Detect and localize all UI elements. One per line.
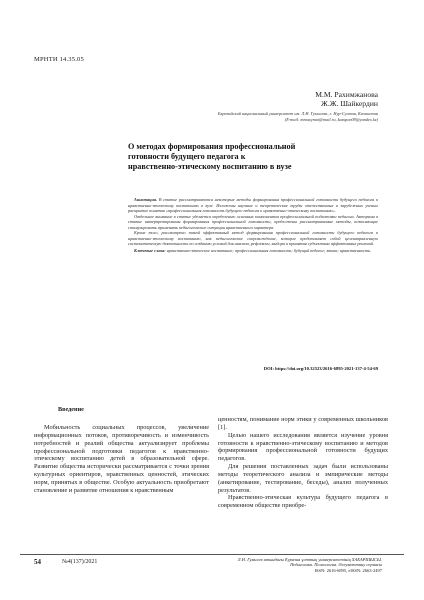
author-name: Ж.Ж. Шайкердин: [321, 99, 378, 109]
abstract-paragraph: Кроме того, рассмотрено такой эффективный метод формирования профессиональной готовности будущего педагога к нравственно-этическому воспитанию, как педагогическое сопровождение, которое представляет собой целенаправленную систематическую деятельность по созданию условий для анализа, рефлексии, выбора и принятия субъектами эффективных решений.: [128, 230, 378, 247]
author-name: М.М. Рахимжанова: [315, 90, 378, 99]
body-paragraph: Мобильность социальных процессов, увеличение информационных потоков, противоречивость и изменчивость потребностей и реалий общества актуализирует проблемы профессиональной подготовки педагогов к нравственно-этическому воспитанию детей в образовательной сфере. Развитие общества исторически рассматривается с точки зрения культурных ориентиров, нравственных ценностей, этических норм, принятых в обществе. Особую актуальность приобретают становление и развитие отношения к нравственным: [34, 424, 209, 494]
body-paragraph: Для решения поставленных задач были использованы методы теоретического анализа и эмпирические методы (анкетирование, тестирование, беседы), анализ полученных результатов.: [218, 463, 388, 494]
body-column-right: [218, 416, 388, 510]
body-paragraph: Целью нашего исследования является изучение уровня готовности к нравственно-этическому воспитанию и методов формирования профессиональной готовности будущих педагогов.: [218, 431, 388, 463]
journal-name: Л.Н. Гумилев атындағы Еуразия ұлттық университетінің ХАБАРШЫСЫ.: [237, 557, 382, 562]
author-block: [315, 90, 378, 109]
body-paragraph: ценностям, понимание норм этики у современных школьников [1].: [218, 416, 388, 431]
journal-series: Педагогика. Психология. Әлеуметтану сериясы: [290, 562, 382, 568]
section-heading: Введение: [58, 406, 84, 413]
abstract: [128, 197, 378, 254]
abstract-paragraph: Отдельное внимание в статье уделяется определению основных компонентов профессиональной подготовки педагога. Авторами в статье интерпретированы формирования профессиональной готовности, предложены рассматриваемые методы, позволяющие стимулировать применять педагогические ситуации нравственного характера.: [128, 213, 378, 230]
issue-number: №4(137)/2021: [62, 559, 98, 565]
footer-divider: [20, 554, 404, 555]
journal-issn: ISSN: 2616-6895, eISSN: 2663-2497: [314, 567, 382, 573]
title-line: О методах формирования профессиональной: [128, 142, 296, 151]
article-title: [128, 142, 378, 173]
abstract-paragraph: В статье рассматриваются некоторые методы формирования профессиональной готовности будущего педагога к нравственно-этическому воспитанию в вузе. Изложены научные и теоретические труды отечественных и зарубежных ученых раскрытие понятия «профессиональная готовность будущего педагога к нравственно-этическому воспитанию».: [128, 197, 378, 214]
mrnti-code: МРНТИ 14.35.05: [34, 56, 84, 63]
affiliation-university: Евразийский национальный университет им. Л.Н. Гумилева, г. Нур-Султан, Казахстан: [217, 111, 378, 116]
keywords-text: нравственно-этическое воспитание; профессиональная готовность; будущий педагог; этика; нравственность.: [166, 248, 371, 254]
keywords-label: Ключевые слова:: [134, 248, 166, 254]
body-column-left: [34, 424, 209, 495]
journal-info: [142, 557, 382, 573]
title-line: нравственно-этическому воспитанию в вузе: [128, 162, 292, 172]
affiliation-email: (E-mail: mmaxymat@mail.ru, kazspon09@yandex.kz): [284, 116, 378, 122]
abstract-label: Аннотация.: [134, 197, 158, 202]
title-line: готовности будущего педагога к: [128, 152, 246, 162]
affiliation: [108, 111, 378, 122]
page-number: 54: [34, 558, 41, 566]
doi-link[interactable]: DOI: https://doi.org/10.32523/2616-6895-2021-137-4-54-69: [263, 366, 378, 371]
body-paragraph: Нравственно-этическая культура будущего педагога в современном обществе приобре-: [218, 494, 388, 510]
